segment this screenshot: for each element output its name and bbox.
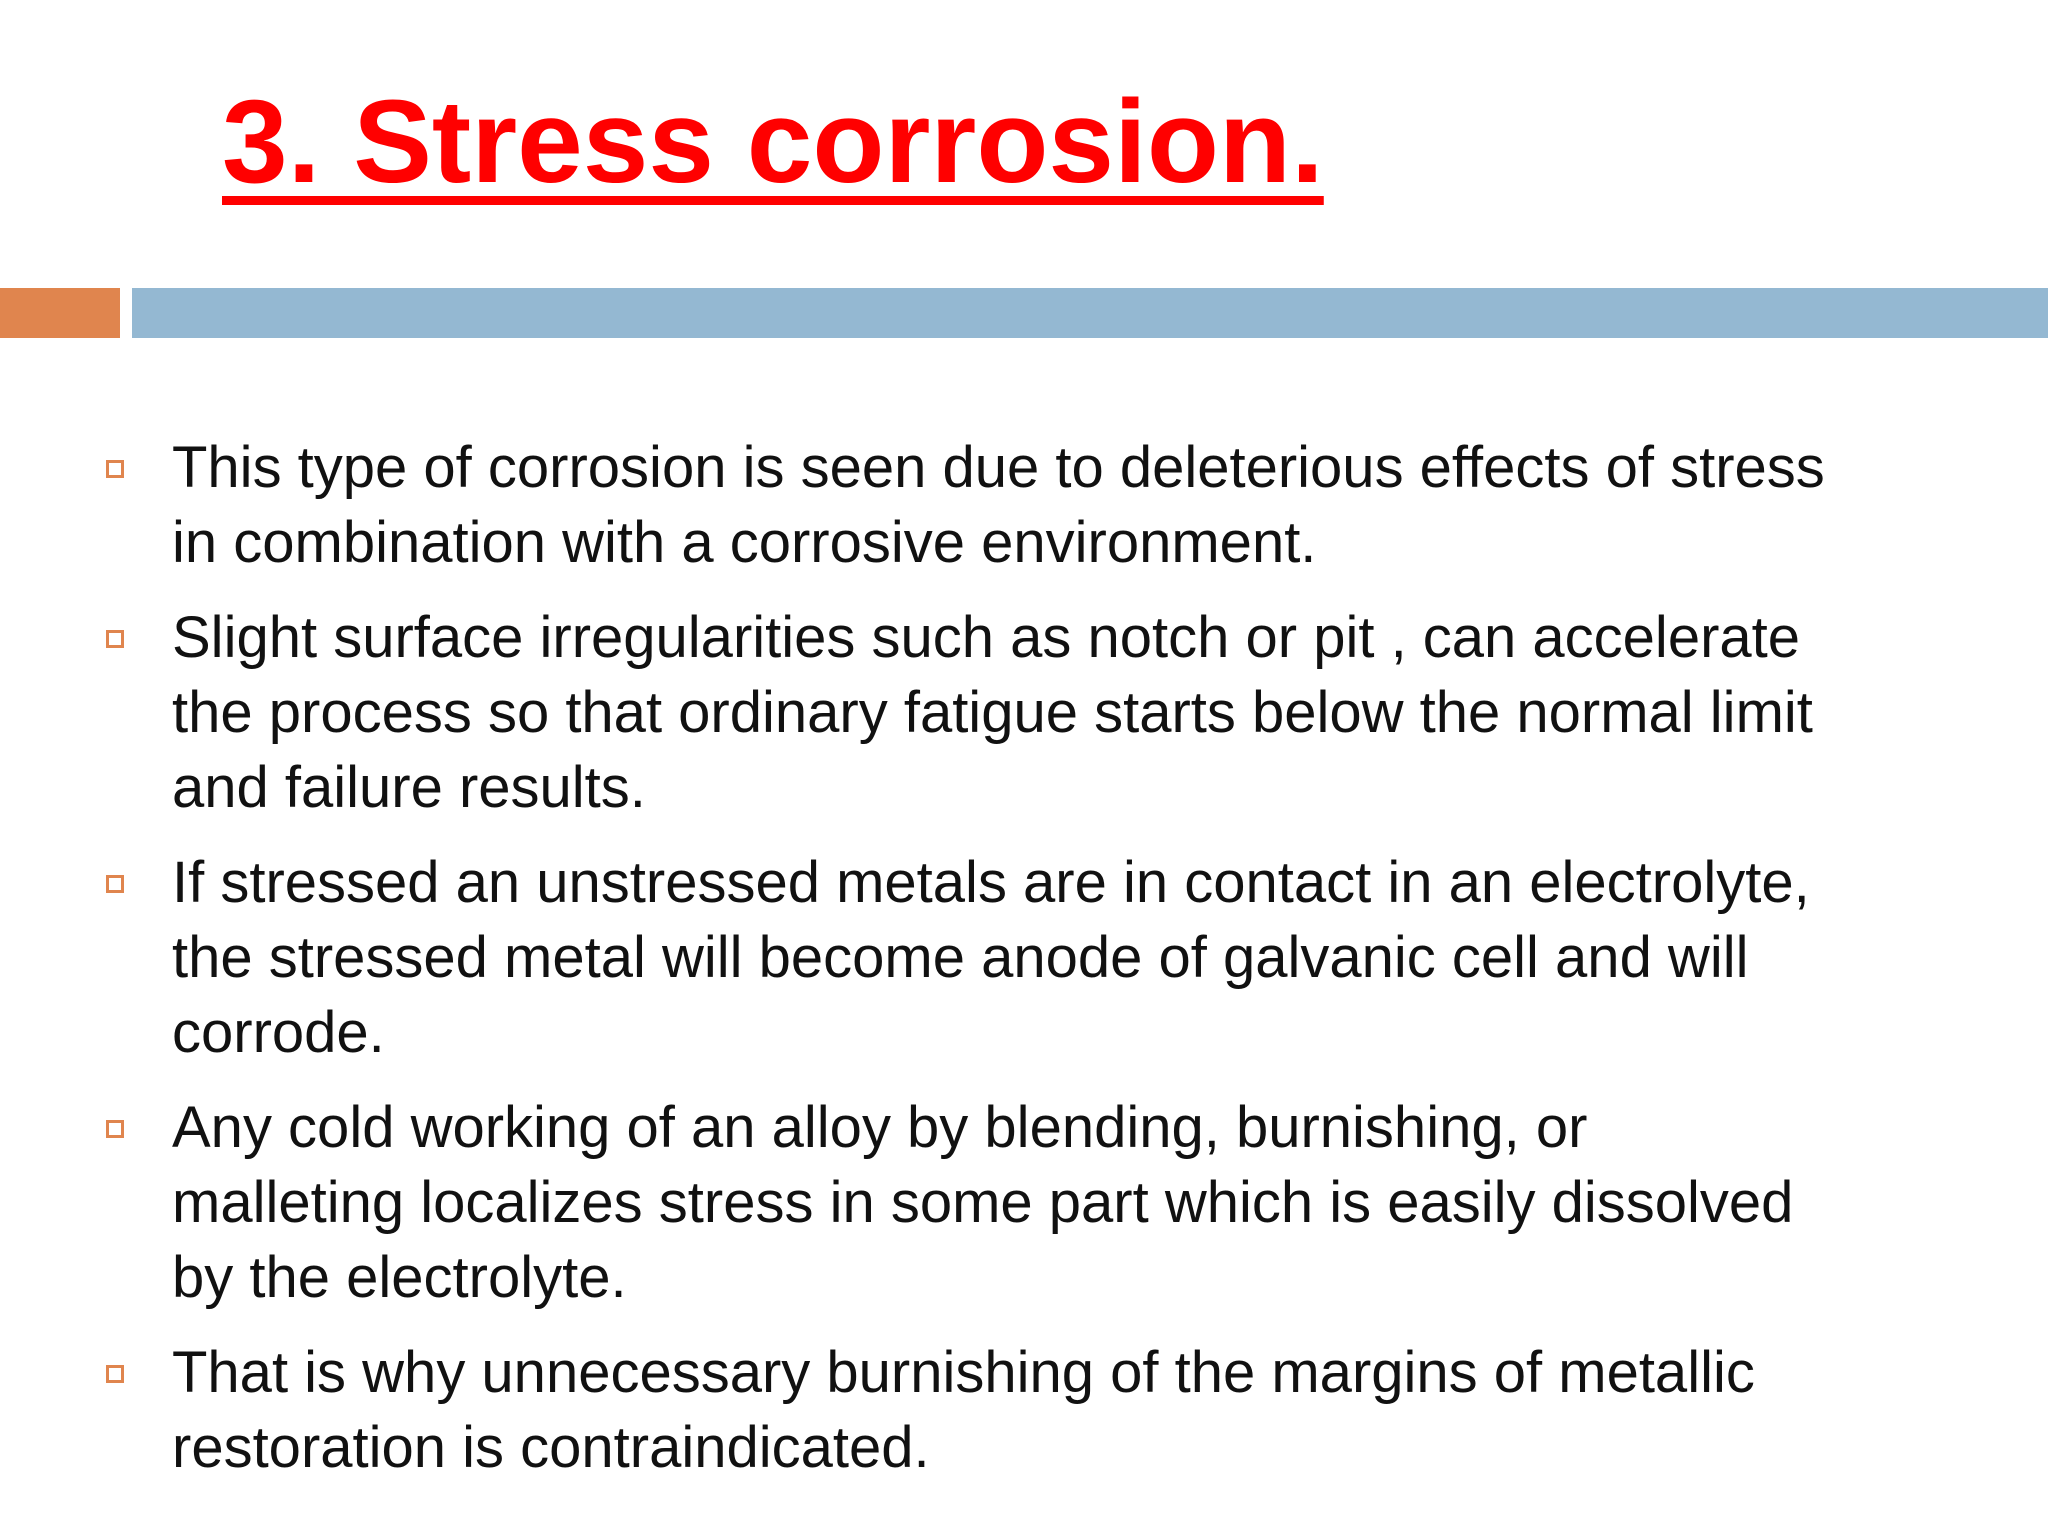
bullet-text — [172, 1335, 2008, 1485]
bullet-item — [0, 1090, 2048, 1315]
hollow-square-icon — [106, 630, 124, 648]
bullet-text — [172, 430, 2008, 580]
bullet-text-line: This type of corrosion is seen due to deleterious effects of stress — [172, 435, 1825, 500]
bullet-text-line: and failure results. — [172, 755, 646, 820]
bullet-text — [172, 600, 2008, 825]
accent-bar-left — [0, 288, 120, 338]
hollow-square-icon — [106, 875, 124, 893]
bullet-list — [0, 430, 2048, 1505]
bullet-text-line: malleting localizes stress in some part which is easily dissolved — [172, 1170, 1794, 1235]
bullet-item — [0, 1335, 2048, 1485]
bullet-item — [0, 600, 2048, 825]
bullet-text-line: Slight surface irregularities such as notch or pit , can accelerate — [172, 605, 1801, 670]
bullet-text-line: corrode. — [172, 1000, 385, 1065]
bullet-text-line: the stressed metal will become anode of galvanic cell and will — [172, 925, 1749, 990]
bullet-text-line: by the electrolyte. — [172, 1245, 627, 1310]
bullet-text-line: restoration is contraindicated. — [172, 1415, 930, 1480]
bullet-text — [172, 1090, 2008, 1315]
slide-title: 3. Stress corrosion. — [222, 76, 1324, 208]
bullet-text-line: in combination with a corrosive environment. — [172, 510, 1317, 575]
accent-bar-right — [132, 288, 2048, 338]
bullet-text-line: the process so that ordinary fatigue starts below the normal limit — [172, 680, 1813, 745]
bullet-text-line: If stressed an unstressed metals are in contact in an electrolyte, — [172, 850, 1810, 915]
bullet-item — [0, 845, 2048, 1070]
hollow-square-icon — [106, 1365, 124, 1383]
hollow-square-icon — [106, 1120, 124, 1138]
bullet-text-line: That is why unnecessary burnishing of the margins of metallic — [172, 1340, 1755, 1405]
hollow-square-icon — [106, 460, 124, 478]
bullet-text-line: Any cold working of an alloy by blending, burnishing, or — [172, 1095, 1588, 1160]
bullet-item — [0, 430, 2048, 580]
bullet-text — [172, 845, 2008, 1070]
